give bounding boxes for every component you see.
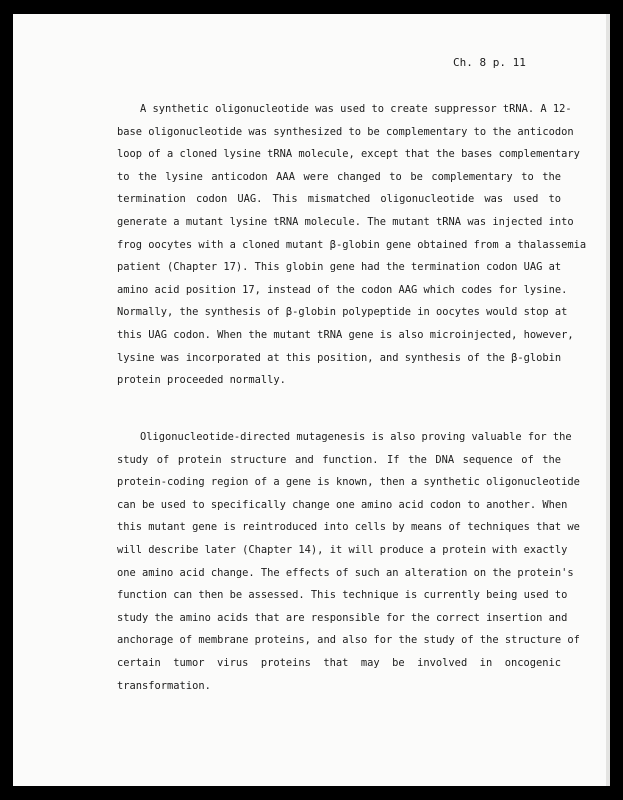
paragraph-line: one amino acid change. The effects of such an alteration on the protein's	[117, 566, 574, 579]
paragraph-2	[117, 426, 580, 697]
paragraph-line: study the amino acids that are responsible for the correct insertion and	[117, 611, 568, 624]
paragraph-line: patient (Chapter 17). This globin gene had the termination codon UAG at	[117, 261, 562, 274]
paragraph-1	[117, 98, 587, 392]
page-edge-shadow	[606, 14, 610, 786]
paragraph-line: this mutant gene is reintroduced into cells by means of techniques that we	[117, 521, 580, 534]
paragraph-line: certain tumor virus proteins that may be involved in oncogenic	[117, 656, 561, 669]
document-page	[13, 14, 610, 786]
paragraph-line: transformation.	[117, 679, 211, 692]
paragraph-line: anchorage of membrane proteins, and also for the study of the structure of	[117, 634, 580, 647]
paragraph-line: will describe later (Chapter 14), it will produce a protein with exactly	[117, 543, 568, 556]
paragraph-line: to the lysine anticodon AAA were changed to be complementary to the	[117, 170, 561, 183]
paragraph-line: can be used to specifically change one amino acid codon to another. When	[117, 498, 568, 511]
paragraph-line: amino acid position 17, instead of the codon AAG which codes for lysine.	[117, 283, 568, 296]
paragraph-line: function can then be assessed. This technique is currently being used to	[117, 589, 568, 602]
paragraph-line: Oligonucleotide-directed mutagenesis is also proving valuable for the	[140, 431, 572, 443]
paragraph-line: lysine was incorporated at this position, and synthesis of the β-globin	[117, 351, 562, 364]
paragraph-line: loop of a cloned lysine tRNA molecule, except that the bases complementary	[117, 148, 580, 161]
paragraph-line: this UAG codon. When the mutant tRNA gene is also microinjected, however,	[117, 328, 574, 341]
paragraph-line: protein-coding region of a gene is known, then a synthetic oligonucleotide	[117, 476, 580, 489]
paragraph-line: protein proceeded normally.	[117, 374, 286, 387]
paragraph-line: frog oocytes with a cloned mutant β-globin gene obtained from a thalassemia	[117, 238, 587, 251]
page-number-label: Ch. 8 p. 11	[453, 56, 526, 69]
paragraph-line: A synthetic oligonucleotide was used to create suppressor tRNA. A 12-	[140, 103, 572, 115]
paragraph-line: Normally, the synthesis of β-globin polypeptide in oocytes would stop at	[117, 306, 568, 319]
paragraph-line: generate a mutant lysine tRNA molecule. The mutant tRNA was injected into	[117, 215, 574, 228]
paragraph-line: base oligonucleotide was synthesized to be complementary to the anticodon	[117, 125, 574, 138]
paragraph-line: study of protein structure and function. If the DNA sequence of the	[117, 453, 561, 466]
paragraph-line: termination codon UAG. This mismatched oligonucleotide was used to	[117, 193, 561, 206]
